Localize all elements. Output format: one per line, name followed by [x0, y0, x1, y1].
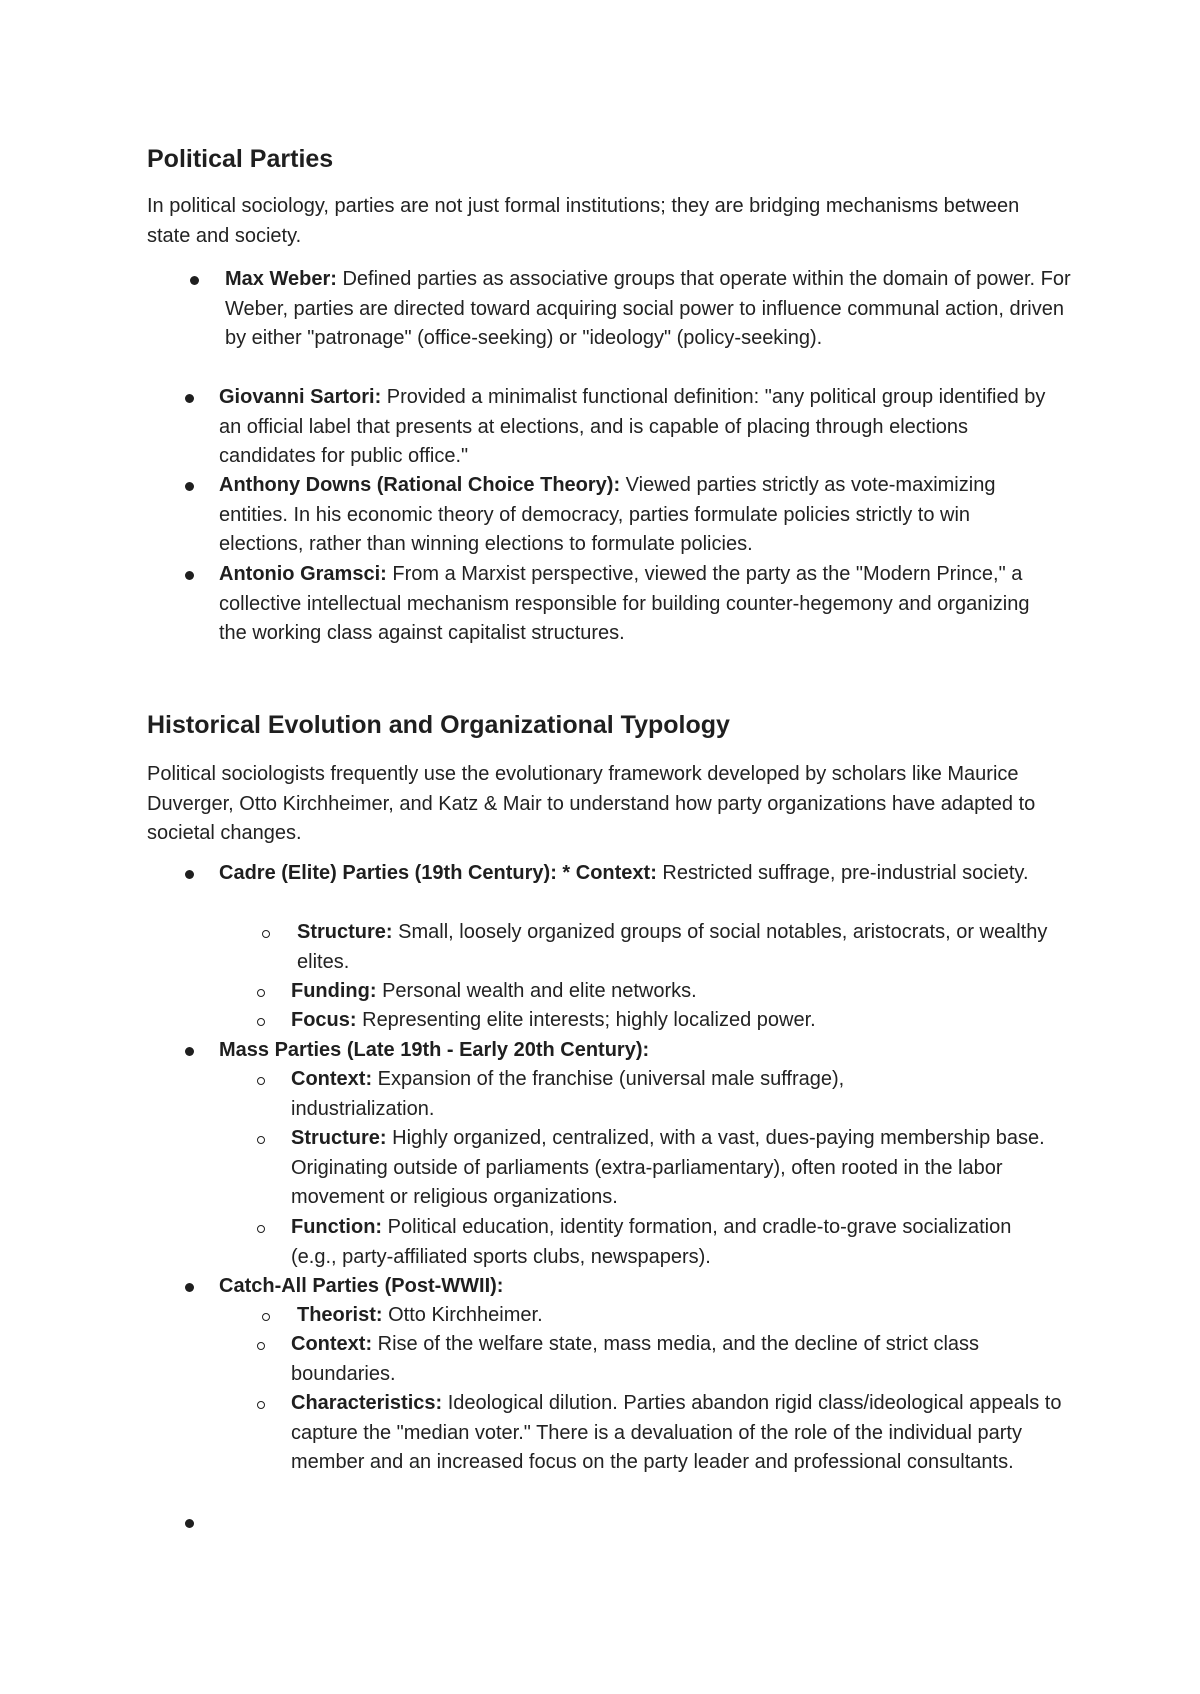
- bullet-icon: [185, 1047, 194, 1056]
- sub-bullet-icon: [262, 1313, 270, 1321]
- sub-bullet-mass-structure: Structure: Highly organized, centralized, with a vast, dues-paying membership base. Originating outside of parliaments (extra-parliamentary), often rooted in the labor movement or religious organizations.: [291, 1127, 1045, 1208]
- bullet-downs: Anthony Downs (Rational Choice Theory): Viewed parties strictly as vote-maximizing entities. In his economic theory of democracy, parties formulate policies strictly to win elections, rather than winning elections to formulate policies.: [219, 474, 996, 555]
- bullet-sartori: Giovanni Sartori: Provided a minimalist functional definition: "any political group identified by an official label that presents at elections, and is capable of placing through elections candidates for public office.": [219, 386, 1046, 467]
- bullet-icon: [185, 571, 194, 580]
- sub-bullet-icon: [257, 1342, 265, 1350]
- bullet-gramsci: Antonio Gramsci: From a Marxist perspective, viewed the party as the "Modern Prince," a collective intellectual mechanism responsible for building counter-hegemony and organizing the working class against capitalist structures.: [219, 563, 1030, 644]
- sub-bullet-icon: [257, 1018, 265, 1026]
- bullet-weber: Max Weber: Defined parties as associative groups that operate within the domain of power. For Weber, parties are directed toward acquiring social power to influence communal action, driven by either "patronage" (office-seeking) or "ideology" (policy-seeking).: [225, 268, 1071, 349]
- sub-bullet-catchall-characteristics: Characteristics: Ideological dilution. Parties abandon rigid class/ideological appeals to capture the "median voter." There is a devaluation of the role of the individual party member and an increased focus on the party leader and professional consultants.: [291, 1392, 1062, 1473]
- sub-bullet-cadre-funding: Funding: Personal wealth and elite networks.: [291, 980, 697, 1002]
- heading-historical-evolution: Historical Evolution and Organizational Typology: [147, 711, 730, 739]
- sub-bullet-cadre-focus: Focus: Representing elite interests; highly localized power.: [291, 1009, 816, 1031]
- sub-bullet-catchall-theorist: Theorist: Otto Kirchheimer.: [297, 1304, 543, 1326]
- sub-bullet-icon: [257, 1136, 265, 1144]
- bullet-icon: [185, 394, 194, 403]
- sub-bullet-cadre-structure: Structure: Small, loosely organized groups of social notables, aristocrats, or wealthy elites.: [297, 921, 1048, 973]
- sub-bullet-icon: [257, 989, 265, 997]
- bullet-catch-all: Catch-All Parties (Post-WWII):: [219, 1275, 504, 1297]
- bullet-icon: [185, 1519, 194, 1528]
- sub-bullet-icon: [257, 1077, 265, 1085]
- sub-bullet-icon: [262, 930, 270, 938]
- heading-political-parties: Political Parties: [147, 145, 334, 173]
- sub-bullet-icon: [257, 1225, 265, 1233]
- bullet-icon: [190, 276, 199, 285]
- sub-bullet-mass-context: Context: Expansion of the franchise (universal male suffrage), industrialization.: [291, 1068, 845, 1120]
- intro-paragraph-typology: Political sociologists frequently use the evolutionary framework developed by scholars like Maurice Duverger, Otto Kirchheimer, and Katz & Mair to understand how party organizations have adapted to societal changes.: [147, 763, 1036, 844]
- bullet-icon: [185, 1283, 194, 1292]
- intro-paragraph: In political sociology, parties are not just formal institutions; they are bridging mechanisms between state and society.: [147, 195, 1020, 247]
- sub-bullet-catchall-context: Context: Rise of the welfare state, mass media, and the decline of strict class boundaries.: [291, 1333, 980, 1385]
- bullet-cadre: Cadre (Elite) Parties (19th Century): * Context: Restricted suffrage, pre-industrial society.: [219, 862, 1029, 884]
- bullet-icon: [185, 870, 194, 879]
- bullet-mass: Mass Parties (Late 19th - Early 20th Century):: [219, 1039, 650, 1061]
- bullet-icon: [185, 482, 194, 491]
- sub-bullet-icon: [257, 1401, 265, 1409]
- sub-bullet-mass-function: Function: Political education, identity formation, and cradle-to-grave socialization (e.g., party-affiliated sports clubs, newspapers).: [291, 1216, 1012, 1268]
